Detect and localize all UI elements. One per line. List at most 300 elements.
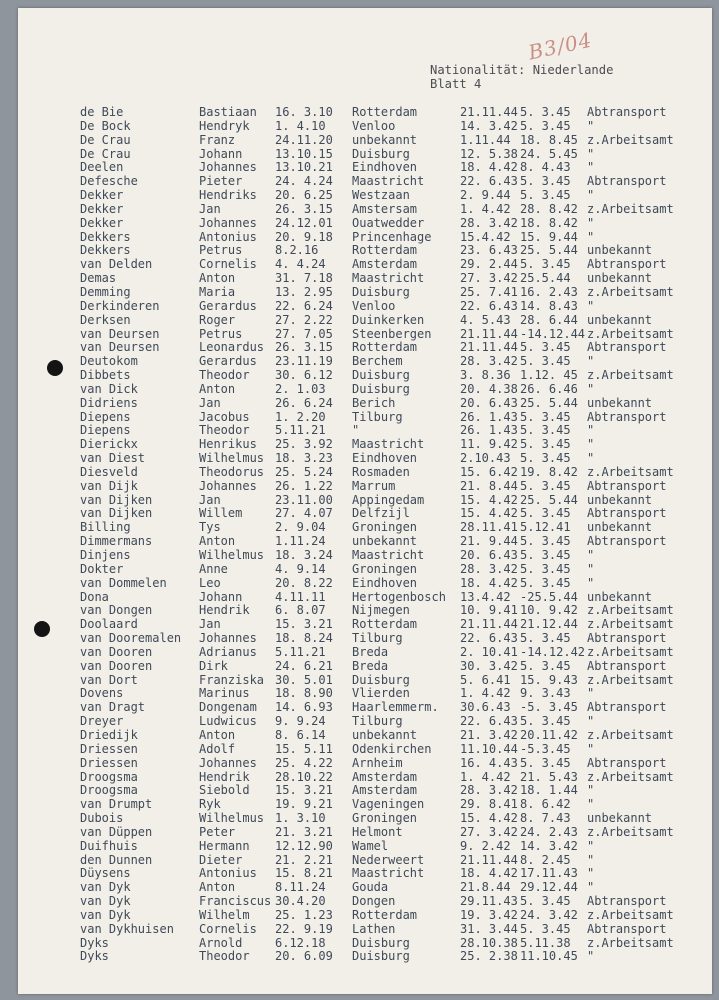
date-from: 21. 9.44 xyxy=(460,534,518,549)
date-from: 28. 3.42 xyxy=(460,783,518,798)
origin-place: Tilburg xyxy=(352,409,403,424)
surname: van Dijk xyxy=(80,478,138,493)
given-name: Roger xyxy=(199,312,236,327)
date-from: 11.10.44 xyxy=(460,741,518,756)
given-name: Ryk xyxy=(199,797,221,812)
date-to: 5.12.41 xyxy=(520,520,571,535)
remark: Abtransport xyxy=(587,478,667,493)
register-row xyxy=(80,923,719,937)
remark: Abtransport xyxy=(587,534,667,549)
birth-date: 30.4.20 xyxy=(275,894,326,909)
remark: " xyxy=(587,229,595,244)
register-row xyxy=(80,424,719,438)
surname: Dona xyxy=(80,589,109,604)
given-name: Antonius xyxy=(199,229,257,244)
birth-date: 18. 3.24 xyxy=(275,548,333,562)
register-row xyxy=(80,937,719,951)
origin-place: Groningen xyxy=(352,520,418,535)
origin-place: Hertogenbosch xyxy=(352,589,446,604)
birth-date: 26. 3.15 xyxy=(275,340,333,355)
birth-date: 8.11.24 xyxy=(275,880,326,895)
surname: van Düppen xyxy=(80,824,153,839)
birth-date: 13.10.21 xyxy=(275,160,333,175)
birth-date: 16. 3.10 xyxy=(275,105,333,119)
register-row xyxy=(80,106,719,120)
remark: Abtransport xyxy=(587,409,667,424)
remark: z.Arbeitsamt xyxy=(587,368,674,383)
date-to: 24. 5.45 xyxy=(520,146,578,161)
register-row xyxy=(80,217,719,231)
given-name: Theodorus xyxy=(199,464,265,479)
register-row xyxy=(80,244,719,258)
birth-date: 6.12.18 xyxy=(275,935,326,950)
register-row xyxy=(80,397,719,411)
remark: " xyxy=(587,797,595,812)
origin-place: Lathen xyxy=(352,921,396,936)
origin-place: Maastricht xyxy=(352,174,425,189)
date-from: 22. 6.43 xyxy=(460,631,518,646)
remark: z.Arbeitsamt xyxy=(587,907,674,922)
date-to: 25. 5.44 xyxy=(520,243,578,258)
origin-place: Duisburg xyxy=(352,381,410,396)
surname: Demming xyxy=(80,284,131,299)
surname: Dekker xyxy=(80,188,124,203)
register-row xyxy=(80,591,719,605)
origin-place: Amstersam xyxy=(352,201,418,216)
surname: van Dragt xyxy=(80,700,146,715)
given-name: Wilhelm xyxy=(199,907,250,922)
date-from: 19. 3.42 xyxy=(460,907,518,922)
register-list xyxy=(80,106,719,964)
origin-place: Rotterdam xyxy=(352,340,418,355)
date-to: 5. 3.45 xyxy=(520,534,571,549)
date-to: 14. 8.43 xyxy=(520,298,578,313)
register-row xyxy=(80,383,719,397)
given-name: Dongenam xyxy=(199,700,257,715)
date-from: 22. 6.43 xyxy=(460,298,518,313)
date-from: 21.11.44 xyxy=(460,105,518,119)
date-from: 29. 2.44 xyxy=(460,257,518,272)
surname: Doolaard xyxy=(80,617,138,632)
remark: " xyxy=(587,575,595,590)
date-to: 5. 3.45 xyxy=(520,755,571,770)
given-name: Marinus xyxy=(199,686,250,701)
remark: z.Arbeitsamt xyxy=(587,201,674,216)
surname: Droogsma xyxy=(80,769,138,784)
given-name: Johannes xyxy=(199,478,257,493)
register-row xyxy=(80,909,719,923)
origin-place: Arnheim xyxy=(352,755,403,770)
birth-date: 18. 8.90 xyxy=(275,686,333,701)
remark: " xyxy=(587,783,595,798)
origin-place: Gouda xyxy=(352,880,389,895)
birth-date: 5.11.21 xyxy=(275,644,326,659)
origin-place: Rotterdam xyxy=(352,617,418,632)
date-from: 21.11.44 xyxy=(460,617,518,632)
origin-place: Amsterdam xyxy=(352,257,418,272)
given-name: Leo xyxy=(199,575,221,590)
birth-date: 15. 8.21 xyxy=(275,866,333,881)
register-row xyxy=(80,895,719,909)
remark: z.Arbeitsamt xyxy=(587,824,674,839)
register-row xyxy=(80,701,719,715)
handwritten-stamp: B3/04 xyxy=(526,27,595,65)
remark: Abtransport xyxy=(587,174,667,189)
date-to: 5. 3.45 xyxy=(520,340,571,355)
given-name: Antonius xyxy=(199,866,257,881)
remark: " xyxy=(587,215,595,230)
date-from: 29.11.43 xyxy=(460,894,518,909)
surname: Dyks xyxy=(80,935,109,950)
given-name: Leonardus xyxy=(199,340,265,355)
given-name: Johann xyxy=(199,589,243,604)
given-name: Johannes xyxy=(199,215,257,230)
given-name: Gerardus xyxy=(199,354,257,369)
date-to: 20.11.42 xyxy=(520,727,578,742)
remark: unbekannt xyxy=(587,520,653,535)
birth-date: 21. 2.21 xyxy=(275,852,333,867)
origin-place: Eindhoven xyxy=(352,451,418,466)
remark: " xyxy=(587,423,595,438)
surname: Demas xyxy=(80,271,117,286)
date-from: 25. 2.38 xyxy=(460,949,518,964)
origin-place: Westzaan xyxy=(352,188,410,203)
surname: van Dooren xyxy=(80,644,153,659)
birth-date: 8. 6.14 xyxy=(275,727,326,742)
date-from: 30. 3.42 xyxy=(460,658,518,673)
date-to: 5. 3.45 xyxy=(520,561,571,576)
surname: Dekker xyxy=(80,215,124,230)
given-name: Ludwicus xyxy=(199,714,257,729)
origin-place: Vlierden xyxy=(352,686,410,701)
register-row xyxy=(80,867,719,881)
origin-place: Breda xyxy=(352,658,389,673)
birth-date: 26. 6.24 xyxy=(275,395,333,410)
date-from: 2. 9.44 xyxy=(460,188,511,203)
date-from: 11. 9.42 xyxy=(460,437,518,452)
register-row xyxy=(80,840,719,854)
date-to: 5. 3.45 xyxy=(520,188,571,203)
date-from: 22. 6.43 xyxy=(460,714,518,729)
nationality-heading: Nationalität: Niederlande xyxy=(430,63,614,77)
surname: van Deursen xyxy=(80,326,160,341)
origin-place: Princenhage xyxy=(352,229,432,244)
remark: z.Arbeitsamt xyxy=(587,284,674,299)
register-row xyxy=(80,203,719,217)
date-to: 5. 3.45 xyxy=(520,575,571,590)
register-row xyxy=(80,674,719,688)
remark: " xyxy=(587,146,595,161)
surname: van Dijken xyxy=(80,506,153,521)
surname: Dimmermans xyxy=(80,534,153,549)
register-row xyxy=(80,286,719,300)
surname: Diepens xyxy=(80,423,131,438)
register-row xyxy=(80,812,719,826)
surname: Droogsma xyxy=(80,783,138,798)
given-name: Adolf xyxy=(199,741,236,756)
remark: " xyxy=(587,548,595,562)
register-row xyxy=(80,826,719,840)
register-row xyxy=(80,328,719,342)
date-to: 17.11.43 xyxy=(520,866,578,881)
date-to: 5. 3.45 xyxy=(520,257,571,272)
birth-date: 25. 5.24 xyxy=(275,464,333,479)
surname: den Dunnen xyxy=(80,852,153,867)
date-to: 28. 6.44 xyxy=(520,312,578,327)
given-name: Siebold xyxy=(199,783,250,798)
given-name: Johannes xyxy=(199,755,257,770)
surname: Dreyer xyxy=(80,714,124,729)
given-name: Franziska xyxy=(199,672,265,687)
date-from: 21. 3.42 xyxy=(460,727,518,742)
date-from: 10. 9.41 xyxy=(460,603,518,618)
surname: Didriens xyxy=(80,395,138,410)
register-row xyxy=(80,189,719,203)
date-from: 28.11.41 xyxy=(460,520,518,535)
punch-hole xyxy=(34,621,50,637)
birth-date: 9. 9.24 xyxy=(275,714,326,729)
date-to: 29.12.44 xyxy=(520,880,578,895)
surname: Driedijk xyxy=(80,727,138,742)
birth-date: 20. 6.09 xyxy=(275,949,333,964)
birth-date: 12.12.90 xyxy=(275,838,333,853)
date-from: 27. 3.42 xyxy=(460,824,518,839)
surname: Derksen xyxy=(80,312,131,327)
register-row xyxy=(80,148,719,162)
given-name: Hendryk xyxy=(199,118,250,133)
surname: Dibbets xyxy=(80,368,131,383)
date-to: 10. 9.42 xyxy=(520,603,578,618)
date-to: 25.5.44 xyxy=(520,271,571,286)
birth-date: 18. 3.23 xyxy=(275,451,333,466)
date-from: 21.8.44 xyxy=(460,880,511,895)
given-name: Arnold xyxy=(199,935,243,950)
origin-place: Eindhoven xyxy=(352,160,418,175)
origin-place: Steenbergen xyxy=(352,326,432,341)
date-from: 3. 8.36 xyxy=(460,368,511,383)
origin-place: Ouatwedder xyxy=(352,215,425,230)
date-from: 30.6.43 xyxy=(460,700,511,715)
register-row xyxy=(80,369,719,383)
given-name: Hendrik xyxy=(199,769,250,784)
register-row xyxy=(80,466,719,480)
given-name: Maria xyxy=(199,284,236,299)
origin-place: Venloo xyxy=(352,298,396,313)
birth-date: 14. 6.93 xyxy=(275,700,333,715)
register-row xyxy=(80,881,719,895)
surname: Dierickx xyxy=(80,437,138,452)
date-from: 12. 5.38 xyxy=(460,146,518,161)
origin-place: Helmont xyxy=(352,824,403,839)
origin-place: Nederweert xyxy=(352,852,425,867)
date-from: 2. 10.41 xyxy=(460,644,518,659)
remark: " xyxy=(587,880,595,895)
birth-date: 20. 8.22 xyxy=(275,575,333,590)
register-row xyxy=(80,646,719,660)
birth-date: 15. 3.21 xyxy=(275,617,333,632)
birth-date: 20. 6.25 xyxy=(275,188,333,203)
origin-place: unbekannt xyxy=(352,132,418,147)
origin-place: Duisburg xyxy=(352,935,410,950)
remark: Abtransport xyxy=(587,105,667,119)
remark: " xyxy=(587,714,595,729)
given-name: Hermann xyxy=(199,838,250,853)
birth-date: 6. 8.07 xyxy=(275,603,326,618)
date-from: 1. 4.42 xyxy=(460,201,511,216)
given-name: Jan xyxy=(199,492,221,507)
birth-date: 13. 2.95 xyxy=(275,284,333,299)
surname: van Dykhuisen xyxy=(80,921,174,936)
given-name: Jan xyxy=(199,201,221,216)
birth-date: 15. 5.11 xyxy=(275,741,333,756)
remark: " xyxy=(587,354,595,369)
date-from: 18. 4.42 xyxy=(460,866,518,881)
date-from: 26. 1.43 xyxy=(460,423,518,438)
date-to: 5.11.38 xyxy=(520,935,571,950)
birth-date: 13.10.15 xyxy=(275,146,333,161)
birth-date: 5.11.21 xyxy=(275,423,326,438)
given-name: Theodor xyxy=(199,368,250,383)
surname: van Dyk xyxy=(80,880,131,895)
birth-date: 21. 3.21 xyxy=(275,824,333,839)
register-row xyxy=(80,618,719,632)
date-to: 8. 4.43 xyxy=(520,160,571,175)
remark: z.Arbeitsamt xyxy=(587,464,674,479)
register-row xyxy=(80,632,719,646)
surname: Dovens xyxy=(80,686,124,701)
date-to: 5. 3.45 xyxy=(520,478,571,493)
origin-place: Rotterdam xyxy=(352,907,418,922)
date-to: 14. 3.42 xyxy=(520,838,578,853)
surname: Driessen xyxy=(80,755,138,770)
remark: " xyxy=(587,188,595,203)
surname: Derkinderen xyxy=(80,298,160,313)
birth-date: 1. 2.20 xyxy=(275,409,326,424)
surname: van Dooremalen xyxy=(80,631,182,646)
origin-place: Duisburg xyxy=(352,672,410,687)
birth-date: 19. 9.21 xyxy=(275,797,333,812)
origin-place: Berich xyxy=(352,395,396,410)
birth-date: 24.12.01 xyxy=(275,215,333,230)
punch-hole xyxy=(47,360,63,376)
date-to: 19. 8.42 xyxy=(520,464,578,479)
origin-place: Rosmaden xyxy=(352,464,410,479)
origin-place: Maastricht xyxy=(352,866,425,881)
origin-place: Groningen xyxy=(352,561,418,576)
birth-date: 2. 1.03 xyxy=(275,381,326,396)
register-row xyxy=(80,743,719,757)
birth-date: 22. 6.24 xyxy=(275,298,333,313)
birth-date: 4. 9.14 xyxy=(275,561,326,576)
register-row xyxy=(80,757,719,771)
remark: z.Arbeitsamt xyxy=(587,603,674,618)
given-name: Anton xyxy=(199,381,236,396)
origin-place: Eindhoven xyxy=(352,575,418,590)
register-row xyxy=(80,535,719,549)
origin-place: Rotterdam xyxy=(352,243,418,258)
register-row xyxy=(80,577,719,591)
remark: " xyxy=(587,381,595,396)
date-to: 18. 8.45 xyxy=(520,132,578,147)
date-to: 24. 3.42 xyxy=(520,907,578,922)
surname: van Dommelen xyxy=(80,575,167,590)
given-name: Anton xyxy=(199,534,236,549)
origin-place: Delfzijl xyxy=(352,506,410,521)
origin-place: " xyxy=(352,423,360,438)
surname: De Crau xyxy=(80,132,131,147)
remark: " xyxy=(587,298,595,313)
remark: Abtransport xyxy=(587,755,667,770)
birth-date: 24. 6.21 xyxy=(275,658,333,673)
given-name: Cornelis xyxy=(199,921,257,936)
birth-date: 20. 9.18 xyxy=(275,229,333,244)
origin-place: Nijmegen xyxy=(352,603,410,618)
date-from: 21.11.44 xyxy=(460,326,518,341)
origin-place: Marrum xyxy=(352,478,396,493)
date-from: 20. 6.43 xyxy=(460,395,518,410)
register-row xyxy=(80,771,719,785)
surname: Defesche xyxy=(80,174,138,189)
date-from: 15. 6.42 xyxy=(460,464,518,479)
remark: " xyxy=(587,838,595,853)
given-name: Petrus xyxy=(199,326,243,341)
date-to: 8. 7.43 xyxy=(520,811,571,826)
sheet-number: Blatt 4 xyxy=(430,77,482,91)
given-name: Gerardus xyxy=(199,298,257,313)
surname: van Dort xyxy=(80,672,138,687)
birth-date: 25. 3.92 xyxy=(275,437,333,452)
given-name: Theodor xyxy=(199,949,250,964)
register-row xyxy=(80,411,719,425)
surname: Dekkers xyxy=(80,229,131,244)
remark: z.Arbeitsamt xyxy=(587,326,674,341)
given-name: Anne xyxy=(199,561,228,576)
surname: Diesveld xyxy=(80,464,138,479)
register-row xyxy=(80,715,719,729)
birth-date: 18. 8.24 xyxy=(275,631,333,646)
origin-place: Vageningen xyxy=(352,797,425,812)
date-to: 5. 3.45 xyxy=(520,354,571,369)
register-row xyxy=(80,784,719,798)
date-from: 26. 1.43 xyxy=(460,409,518,424)
date-from: 28. 3.42 xyxy=(460,561,518,576)
surname: Duifhuis xyxy=(80,838,138,853)
given-name: Wilhelmus xyxy=(199,548,265,562)
date-from: 28. 3.42 xyxy=(460,215,518,230)
register-row xyxy=(80,798,719,812)
date-to: 15. 9.44 xyxy=(520,229,578,244)
remark: Abtransport xyxy=(587,506,667,521)
remark: Abtransport xyxy=(587,700,667,715)
birth-date: 28.10.22 xyxy=(275,769,333,784)
birth-date: 23.11.00 xyxy=(275,492,333,507)
date-to: 26. 6.46 xyxy=(520,381,578,396)
given-name: Hendriks xyxy=(199,188,257,203)
date-from: 13.4.42 xyxy=(460,589,511,604)
birth-date: 22. 9.19 xyxy=(275,921,333,936)
birth-date: 8.2.16 xyxy=(275,243,319,258)
birth-date: 1. 3.10 xyxy=(275,811,326,826)
date-to: 21.12.44 xyxy=(520,617,578,632)
surname: Düysens xyxy=(80,866,131,881)
date-to: 1.12. 45 xyxy=(520,368,578,383)
register-row xyxy=(80,175,719,189)
given-name: Franciscus xyxy=(199,894,272,909)
date-from: 2.10.43 xyxy=(460,451,511,466)
register-row xyxy=(80,438,719,452)
origin-place: Duisburg xyxy=(352,368,410,383)
birth-date: 24. 4.24 xyxy=(275,174,333,189)
